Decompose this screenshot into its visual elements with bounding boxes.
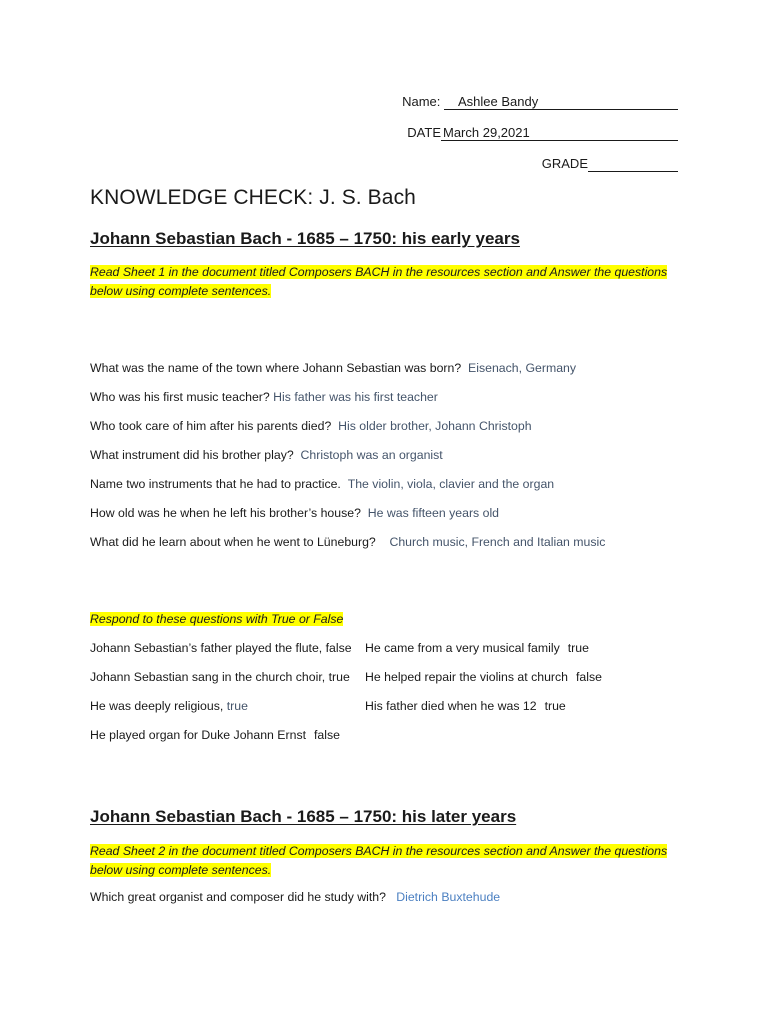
qa-item [90,890,500,904]
tf-statement: Johann Sebastian’s father played the flute, [90,641,323,655]
tf-statement: His father died when he was 12 [365,699,537,713]
name-label: Name: [402,94,441,109]
question-text: How old was he when he left his brother’s house? [90,506,361,520]
qa-item [90,448,443,462]
answer-text: Church music, French and Italian music [389,535,606,549]
tf-item [90,670,350,684]
question-text: Which great organist and composer did he study with? [90,890,386,904]
tf-item [90,641,352,655]
question-text: Who took care of him after his parents died? [90,419,332,433]
instruction-sheet-2 [90,842,680,880]
tf-statement: He played organ for Duke Johann Ernst [90,728,307,742]
qa-item [90,419,532,433]
tf-answer: true [226,699,248,713]
question-text: Who was his first music teacher? [90,390,270,404]
tf-item [365,641,589,655]
tf-item [365,670,602,684]
name-field [402,94,678,110]
answer-text: His older brother, Johann Christoph [338,419,532,433]
grade-field [542,156,678,172]
answer-text: Dietrich Buxtehude [396,890,501,904]
answer-text: The violin, viola, clavier and the organ [347,477,555,491]
date-value: March 29,2021 [441,125,678,141]
date-field [407,125,678,141]
question-text: What was the name of the town where Johann Sebastian was born? [90,361,462,375]
tf-statement: He came from a very musical family [365,641,560,655]
tf-statement: He was deeply religious, [90,699,224,713]
question-text: What instrument did his brother play? [90,448,294,462]
grade-value [588,156,678,172]
qa-item [90,506,499,520]
tf-answer: false [314,728,340,742]
page-title: KNOWLEDGE CHECK: J. S. Bach [90,186,416,209]
instruction-true-false-text: Respond to these questions with True or False [90,612,344,626]
tf-answer: true [328,670,350,684]
answer-text: His father was his first teacher [273,390,438,404]
tf-answer: false [325,641,352,655]
tf-item [365,699,566,713]
qa-item [90,390,438,404]
grade-label: GRADE [541,156,588,171]
tf-answer: true [544,699,566,713]
question-text: What did he learn about when he went to Lüneburg? [90,535,376,549]
section-heading-early-years: Johann Sebastian Bach - 1685 – 1750: his early years [90,229,520,248]
qa-item [90,361,576,375]
qa-item [90,535,605,549]
question-text: Name two instruments that he had to practice. [90,477,341,491]
tf-statement: Johann Sebastian sang in the church choir, [90,670,326,684]
tf-item [90,728,340,742]
tf-answer: false [576,670,602,684]
answer-text: Christoph was an organist [300,448,443,462]
answer-text: He was fifteen years old [367,506,500,520]
name-value: Ashlee Bandy [444,94,678,110]
section-heading-later-years: Johann Sebastian Bach - 1685 – 1750: his later years [90,807,517,826]
date-label: DATE [407,125,441,140]
tf-answer: true [567,641,589,655]
tf-statement: He helped repair the violins at church [365,670,569,684]
answer-text: Eisenach, Germany [468,361,577,375]
instruction-true-false [90,610,680,629]
instruction-sheet-1 [90,263,680,301]
qa-item [90,477,554,491]
tf-item [90,699,248,713]
instruction-sheet-1-text: Read Sheet 1 in the document titled Composers BACH in the resources section and Answer the questions below using complete sentences. [90,265,668,298]
instruction-sheet-2-text: Read Sheet 2 in the document titled Composers BACH in the resources section and Answer the questions below using complete sentences. [90,844,668,877]
